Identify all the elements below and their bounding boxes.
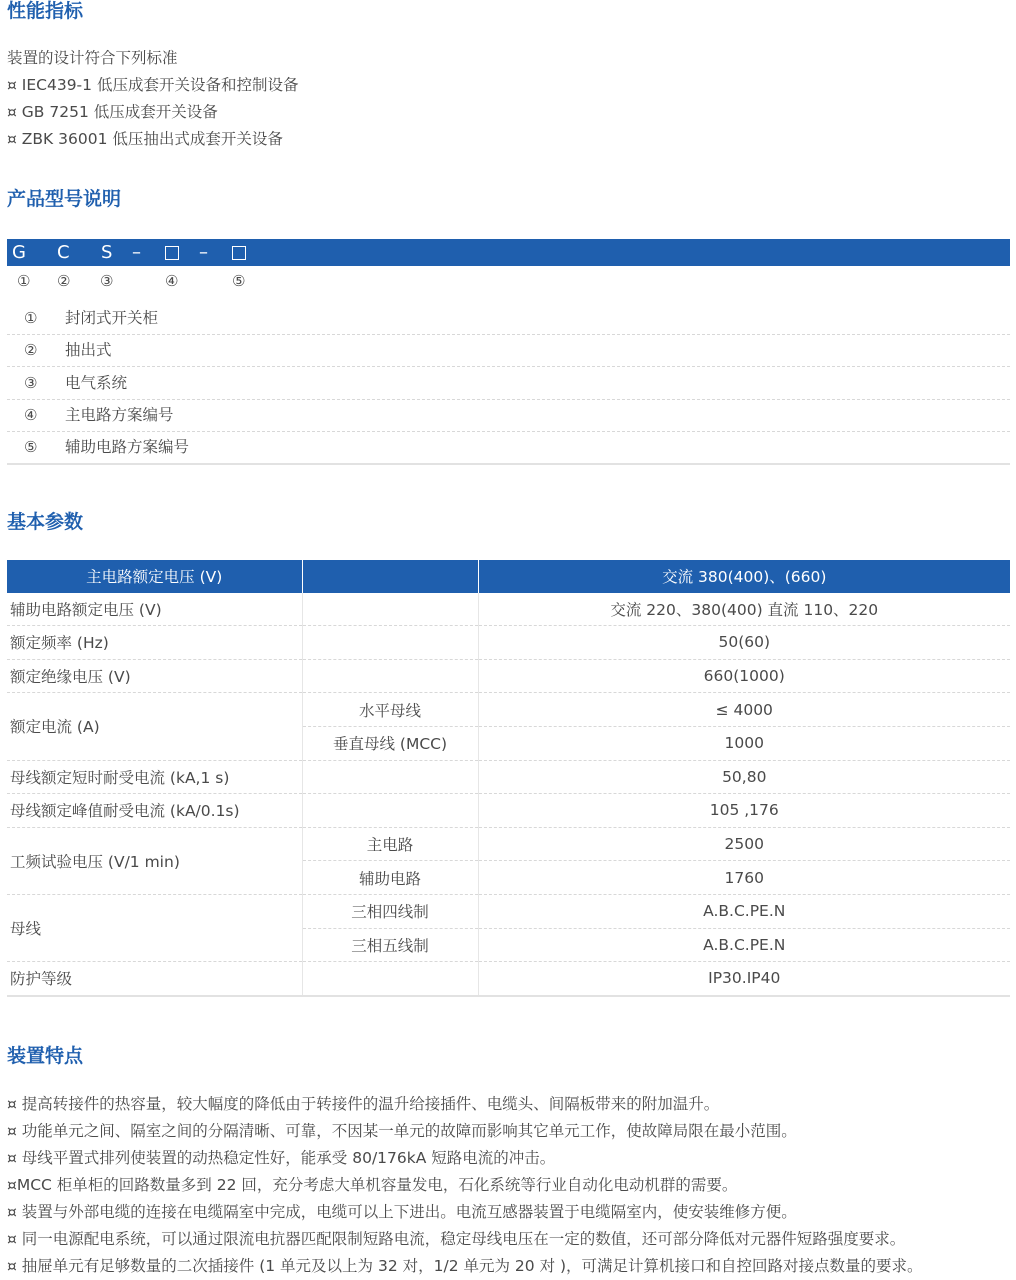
params-row: [7, 962, 1010, 996]
code-placeholder-box: [232, 239, 246, 266]
standard-item: ¤ IEC439-1 低压成套开关设备和控制设备: [7, 76, 299, 94]
params-row: [7, 894, 1010, 928]
params-title: 基本参数: [7, 511, 84, 533]
param-label: 工频试验电压 (V/1 min): [7, 827, 302, 894]
definition-number: ①: [24, 309, 38, 327]
param-label: 母线额定短时耐受电流 (kA,1 s): [7, 760, 302, 794]
definition-divider: [7, 463, 1010, 465]
param-sub: [302, 794, 478, 828]
code-number: ④: [165, 272, 179, 290]
feature-item: ¤ 装置与外部电缆的连接在电缆隔室中完成，电缆可以上下进出。电流互感器装置于电缆隔室内，使安装维修方便。: [7, 1203, 797, 1221]
feature-item: ¤ 同一电源配电系统，可以通过限流电抗器匹配限制短路电流，稳定母线电压在一定的数值，还可部分降低对元器件短路强度要求。: [7, 1230, 906, 1248]
params-row: [7, 593, 1010, 626]
model-title: 产品型号说明: [7, 188, 122, 210]
definition-text: 主电路方案编号: [65, 406, 174, 424]
definition-text: 辅助电路方案编号: [65, 438, 190, 456]
param-label: 母线额定峰值耐受电流 (kA/0.1s): [7, 794, 302, 828]
code-number: ②: [57, 272, 71, 290]
feature-item: ¤ 母线平置式排列使装置的动热稳定性好，能承受 80/176kA 短路电流的冲击。: [7, 1149, 556, 1167]
param-value: A.B.C.PE.N: [478, 894, 1010, 928]
definition-number: ④: [24, 406, 38, 424]
param-label: 辅助电路额定电压 (V): [7, 593, 302, 626]
param-value: 50,80: [478, 760, 1010, 794]
param-label: 额定绝缘电压 (V): [7, 659, 302, 693]
definition-text: 抽出式: [65, 341, 112, 359]
param-value: 105 ,176: [478, 794, 1010, 828]
param-label: 额定电流 (A): [7, 693, 302, 760]
performance-title: 性能指标: [7, 0, 84, 22]
definition-text: 封闭式开关柜: [65, 309, 159, 327]
param-value: 660(1000): [478, 659, 1010, 693]
params-header-sub: [302, 560, 478, 593]
definition-text: 电气系统: [65, 374, 128, 392]
param-sub: [302, 593, 478, 626]
code-dash: –: [132, 242, 141, 263]
param-label: 额定频率 (Hz): [7, 626, 302, 660]
param-value: 1760: [478, 861, 1010, 895]
params-table: [7, 560, 1010, 997]
params-header-row: [7, 560, 1010, 593]
feature-item: ¤MCC 柜单柜的回路数量多到 22 回，充分考虑大单机容量发电，石化系统等行业自动化电动机群的需要。: [7, 1176, 738, 1194]
param-sub: 主电路: [302, 827, 478, 861]
feature-item: ¤ 抽屉单元有足够数量的二次插接件 (1 单元及以上为 32 对，1/2 单元为 20 对 )，可满足计算机接口和自控回路对接点数量的要求。: [7, 1257, 923, 1275]
param-value: A.B.C.PE.N: [478, 928, 1010, 962]
standard-item: ¤ ZBK 36001 低压抽出式成套开关设备: [7, 130, 283, 148]
code-letter: S: [101, 242, 113, 263]
param-value: ≤ 4000: [478, 693, 1010, 727]
feature-item: ¤ 功能单元之间、隔室之间的分隔清晰、可靠，不因某一单元的故障而影响其它单元工作，使故障局限在最小范围。: [7, 1122, 797, 1140]
definition-row: [7, 399, 1010, 432]
code-number: ⑤: [232, 272, 246, 290]
param-sub: 三相四线制: [302, 894, 478, 928]
param-value: 交流 220、380(400) 直流 110、220: [478, 593, 1010, 626]
param-value: 1000: [478, 726, 1010, 760]
code-number: ①: [17, 272, 31, 290]
param-value: IP30.IP40: [478, 962, 1010, 996]
params-header-value: 交流 380(400)、(660): [478, 560, 1010, 593]
code-placeholder-box: [165, 239, 179, 266]
definition-number: ⑤: [24, 438, 38, 456]
features-title: 装置特点: [7, 1045, 84, 1067]
params-row: [7, 827, 1010, 861]
definition-row: [7, 431, 1010, 463]
params-header-label: 主电路额定电压 (V): [7, 560, 302, 593]
code-number: ③: [100, 272, 114, 290]
param-sub: [302, 760, 478, 794]
param-sub: 水平母线: [302, 693, 478, 727]
definition-number: ②: [24, 341, 38, 359]
param-sub: [302, 626, 478, 660]
params-row: [7, 626, 1010, 660]
definition-number: ③: [24, 374, 38, 392]
param-value: 50(60): [478, 626, 1010, 660]
definition-row: [7, 367, 1010, 400]
params-row: [7, 693, 1010, 727]
params-row: [7, 760, 1010, 794]
code-dash: –: [199, 242, 208, 263]
code-letter: C: [57, 242, 70, 263]
code-letter: G: [12, 242, 26, 263]
model-code-bar: [7, 239, 1010, 266]
param-sub: 垂直母线 (MCC): [302, 726, 478, 760]
param-sub: 三相五线制: [302, 928, 478, 962]
standards-intro: 装置的设计符合下列标准: [7, 49, 178, 67]
params-row: [7, 659, 1010, 693]
param-sub: [302, 962, 478, 996]
param-label: 防护等级: [7, 962, 302, 996]
param-label: 母线: [7, 894, 302, 961]
definition-row: [7, 334, 1010, 367]
param-sub: [302, 659, 478, 693]
definition-row: [7, 302, 1010, 335]
standard-item: ¤ GB 7251 低压成套开关设备: [7, 103, 218, 121]
feature-item: ¤ 提高转接件的热容量，较大幅度的降低由于转接件的温升给接插件、电缆头、间隔板带来的附加温升。: [7, 1095, 720, 1113]
params-row: [7, 794, 1010, 828]
param-value: 2500: [478, 827, 1010, 861]
param-sub: 辅助电路: [302, 861, 478, 895]
